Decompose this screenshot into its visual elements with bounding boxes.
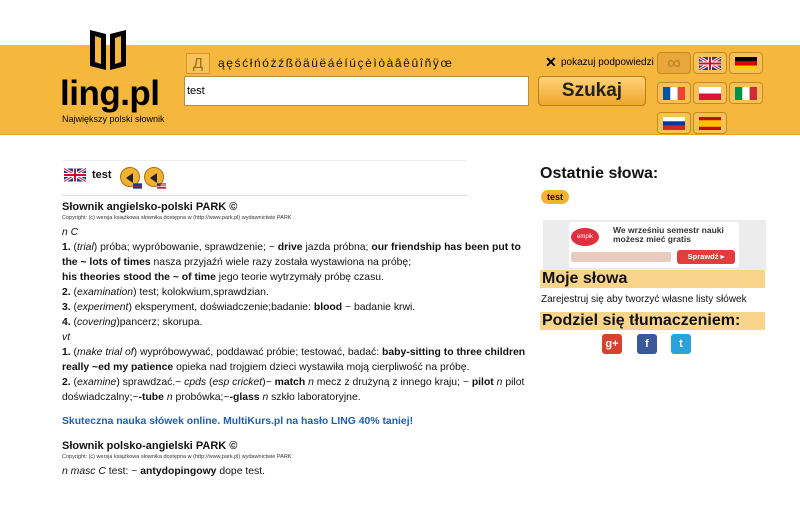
dictionary-title: Słownik polsko-angielski PARK ©: [62, 440, 238, 452]
ad-check-button[interactable]: Sprawdź ▸: [677, 250, 735, 264]
search-button[interactable]: Szukaj: [538, 76, 646, 106]
russian-flag-icon: [663, 117, 685, 130]
italian-flag-icon: [735, 87, 757, 100]
audio-us-icon[interactable]: [144, 167, 164, 187]
language-german-button[interactable]: [729, 52, 763, 74]
book-logo-icon[interactable]: [86, 26, 130, 74]
recent-words-title: Ostatnie słowa:: [540, 165, 659, 182]
share-title: Podziel się tłumaczeniem:: [540, 312, 765, 330]
language-polish-button[interactable]: [693, 82, 727, 104]
copyright-note: Copyright: (c) wersja książkowa słownika dostępna w (http://www.park.pl) wydawnictwie PARK: [62, 215, 292, 221]
my-words-title: Moje słowa: [540, 270, 765, 288]
uk-flag-icon: [699, 57, 721, 70]
language-french-button[interactable]: [657, 82, 691, 104]
german-flag-icon: [735, 57, 757, 70]
my-words-note[interactable]: Zarejestruj się aby tworzyć własne listy słówek: [541, 294, 747, 305]
audio-uk-icon[interactable]: [120, 167, 140, 187]
dictionary-results: [62, 160, 534, 479]
ad-logo: empik: [571, 228, 599, 246]
copyright-note: Copyright: (c) wersja książkowa słownika dostępna w (http://www.park.pl) wydawnictwie PARK: [62, 454, 292, 460]
advertisement-banner[interactable]: [543, 220, 766, 270]
show-hints-label[interactable]: pokazuj podpowiedzi: [561, 57, 654, 68]
entry-word: test: [92, 169, 112, 181]
polish-flag-icon: [699, 87, 721, 100]
close-icon[interactable]: ✕: [545, 54, 557, 70]
search-input[interactable]: [184, 76, 529, 106]
special-characters-bar[interactable]: ąęśćłńóżźßöäüëáéíúçèìòàâêûîñÿœ: [218, 56, 454, 70]
recent-word-tag[interactable]: test: [541, 190, 569, 204]
spanish-flag-icon: [699, 117, 721, 130]
infinity-icon: ∞: [667, 52, 681, 74]
french-flag-icon: [663, 87, 685, 100]
definition-block: n masc C test: ~ antydopingowy dope test.: [62, 466, 265, 477]
dictionary-title: Słownik angielsko-polski PARK ©: [62, 201, 238, 213]
cyrillic-keyboard-icon[interactable]: Д: [186, 53, 210, 74]
entry-header: [62, 160, 467, 196]
language-all-button[interactable]: [657, 52, 691, 74]
site-tagline: Największy polski słownik: [62, 114, 165, 124]
site-logo[interactable]: ling.pl: [60, 74, 160, 113]
language-russian-button[interactable]: [657, 112, 691, 134]
language-spanish-button[interactable]: [693, 112, 727, 134]
language-english-button[interactable]: [693, 52, 727, 74]
uk-flag-icon: [64, 168, 86, 182]
facebook-icon[interactable]: f: [637, 334, 657, 354]
language-italian-button[interactable]: [729, 82, 763, 104]
ad-text: We wrześniu semestr nauki możesz mieć gratis: [613, 225, 724, 244]
definition-block: n C 1. (trial) próba; wypróbowanie, sprawdzenie; ~ drive jazda próbna; our friendship has been put to the ~ lots of times nasza przyjaźń wiele razy została wystawiona na próbę; his theories stood the ~ of time jego teorie wytrzymały próbę czasu. 2. (examination) test; kolokwium,sprawdzian. 3. (experiment) eksperyment, doświadczenie;badanie: blood ~ badanie krwi. 4. (covering)pancerz; skorupa. vt 1. (make trial of) wypróbowywać, poddawać próbie; testować, badać: baby-sitting to three children really ~ed my patience opieka nad trojgiem dzieci wystawiła moją cierpliwość na próbę. 2. (examine) sprawdzać.~ cpds (esp cricket)~ match n mecz z drużyną z innego kraju; ~ pilot n pilot doświadczalny;~-tube n probówka;~-glass n szkło laboratoryjne.: [62, 227, 526, 403]
twitter-icon[interactable]: t: [671, 334, 691, 354]
google-plus-icon[interactable]: g+: [602, 334, 622, 354]
promo-link[interactable]: Skuteczna nauka słówek online. MultiKurs.pl na hasło LING 40% taniej!: [62, 416, 414, 427]
